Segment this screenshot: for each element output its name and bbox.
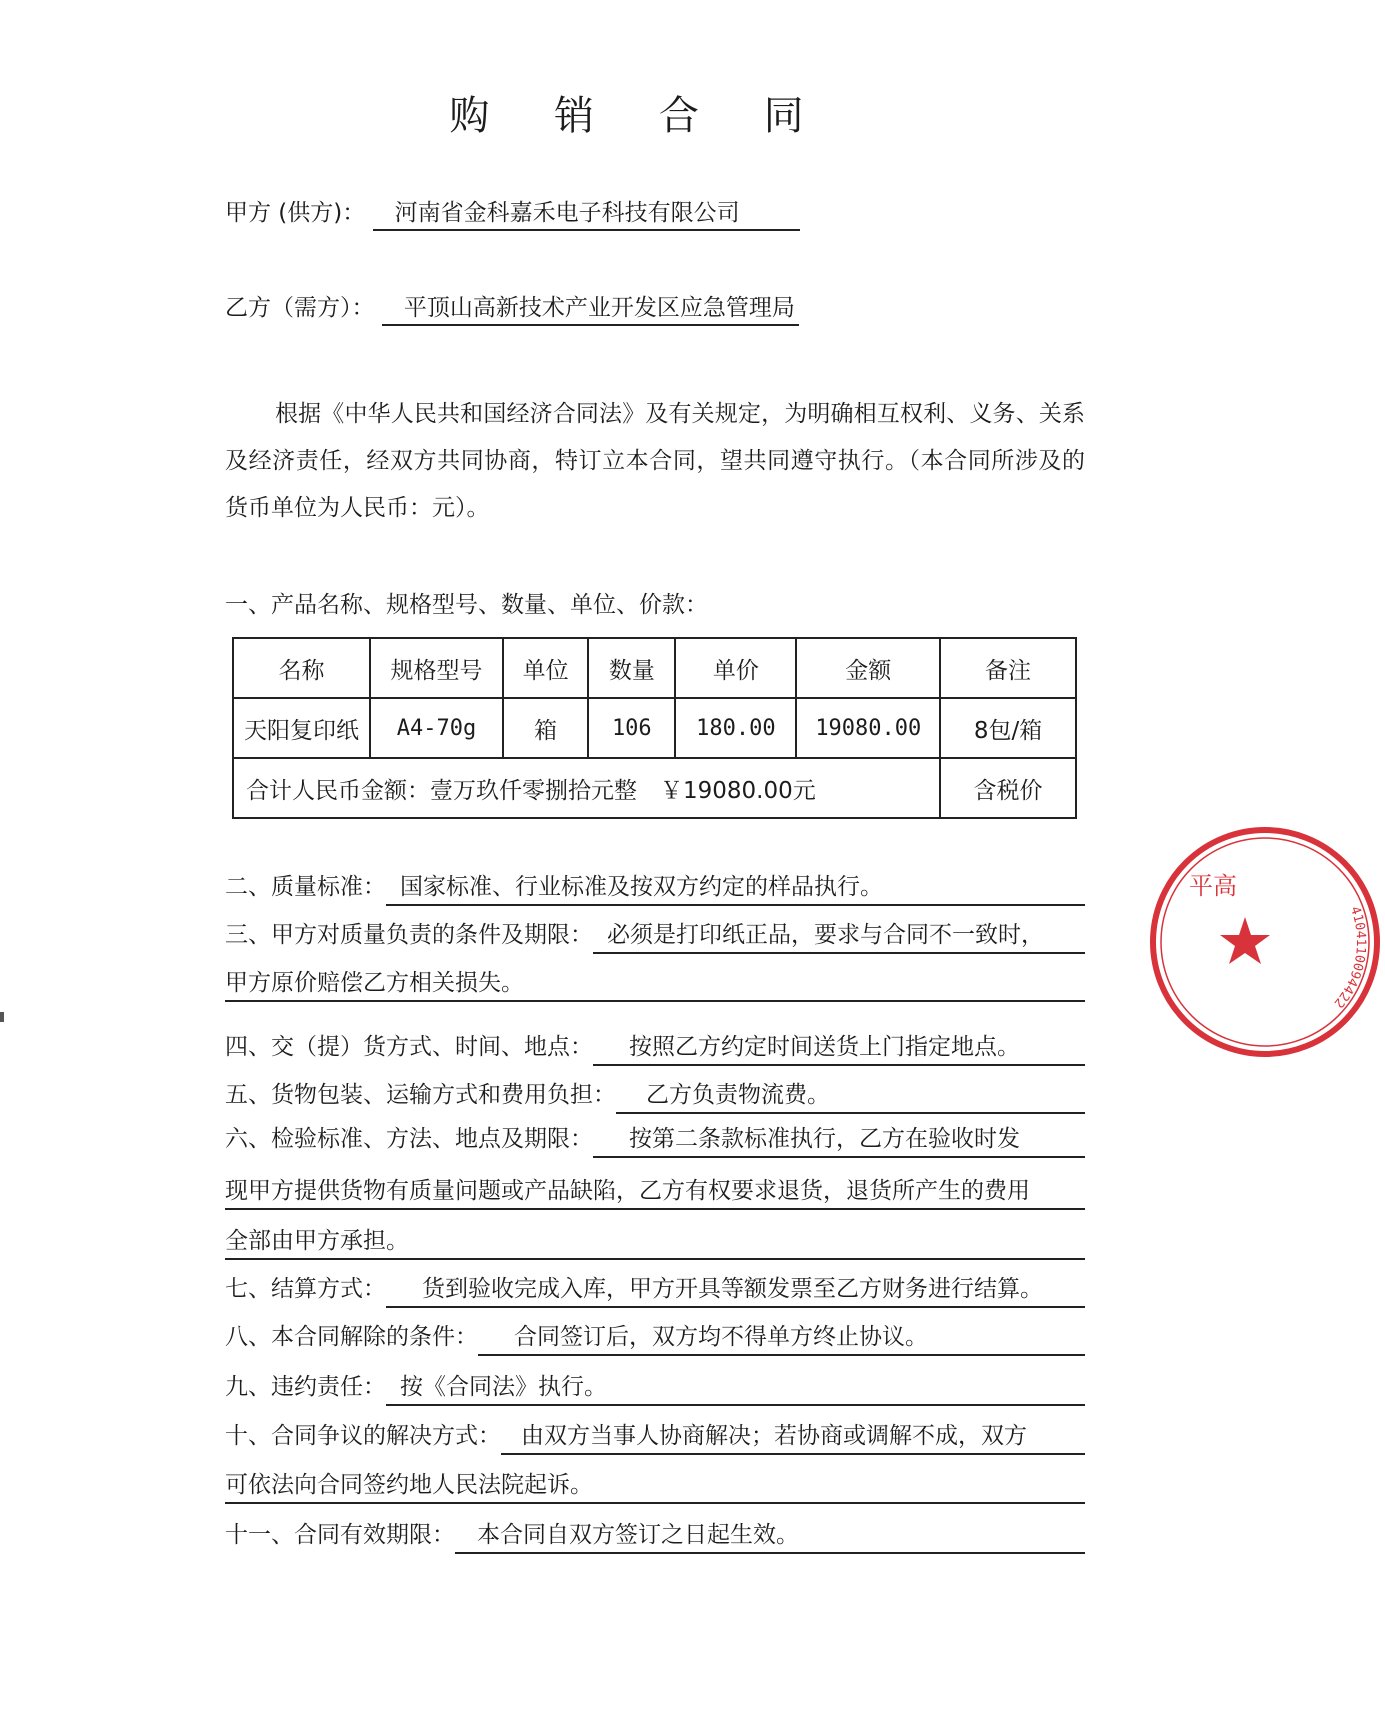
clause-11-value: 本合同自双方签订之日起生效。 [455, 1518, 1085, 1554]
clause-10-value-2: 可依法向合同签约地人民法院起诉。 [225, 1468, 1085, 1504]
clause-9 [225, 1370, 1085, 1406]
col-name-header: 名称 [233, 638, 370, 698]
company-seal [1145, 822, 1385, 1062]
clause-9-value: 按《合同法》执行。 [386, 1370, 1085, 1406]
col-spec-header: 规格型号 [370, 638, 503, 698]
cell-note: 8包/箱 [940, 698, 1076, 758]
clause-8 [225, 1320, 1085, 1356]
clause-7 [225, 1272, 1085, 1308]
clause-5 [225, 1078, 1085, 1114]
clause-3-line-2 [225, 966, 1085, 1002]
seal-star-icon [1220, 917, 1270, 964]
clause-5-label: 五、货物包装、运输方式和费用负担： [225, 1082, 616, 1108]
clause-4-value: 按照乙方约定时间送货上门指定地点。 [593, 1030, 1085, 1066]
clause-3-value-2: 甲方原价赔偿乙方相关损失。 [225, 966, 1085, 1002]
col-note-header: 备注 [940, 638, 1076, 698]
clause-10-value-1: 由双方当事人协商解决；若协商或调解不成，双方 [501, 1419, 1085, 1455]
clause-6-label: 六、检验标准、方法、地点及期限： [225, 1126, 593, 1152]
cell-amount: 19080.00 [796, 698, 940, 758]
party-b-label: 乙方（需方）： [225, 295, 375, 321]
product-table [232, 637, 1077, 819]
clause-2-value: 国家标准、行业标准及按双方约定的样品执行。 [386, 870, 1085, 906]
clause-3-value-1: 必须是打印纸正品，要求与合同不一致时， [593, 918, 1085, 954]
clause-7-value: 货到验收完成入库，甲方开具等额发票至乙方财务进行结算。 [386, 1272, 1085, 1308]
clause-4-label: 四、交（提）货方式、时间、地点： [225, 1034, 593, 1060]
party-b-line [225, 293, 799, 326]
clause-7-label: 七、结算方式： [225, 1276, 386, 1302]
page-title: 购 销 合 同 [449, 93, 830, 139]
clause-6-value-2: 现甲方提供货物有质量问题或产品缺陷，乙方有权要求退货，退货所产生的费用 [225, 1174, 1085, 1210]
intro-paragraph: 根据《中华人民共和国经济合同法》及有关规定，为明确相互权利、义务、关系及经济责任，经双方共同协商，特订立本合同，望共同遵守执行。（本合同所涉及的货币单位为人民币：元）。 [225, 401, 1085, 521]
clause-6-line-1 [225, 1122, 1085, 1158]
total-note: 含税价 [940, 758, 1076, 818]
seal-outer-ring [1153, 830, 1377, 1054]
table-total-row [233, 758, 1076, 818]
clause-9-label: 九、违约责任： [225, 1374, 386, 1400]
cell-qty: 106 [588, 698, 675, 758]
party-a-line [225, 198, 800, 231]
table-row [233, 698, 1076, 758]
table-header-row [233, 638, 1076, 698]
cell-name: 天阳复印纸 [233, 698, 370, 758]
clause-5-value: 乙方负责物流费。 [616, 1078, 1085, 1114]
cell-price: 180.00 [675, 698, 796, 758]
total-amount: 合计人民币金额：壹万玖仟零捌拾元整 ￥19080.00元 [233, 758, 940, 818]
clause-11-label: 十一、合同有效期限： [225, 1522, 455, 1548]
clause-8-value: 合同签订后，双方均不得单方终止协议。 [478, 1320, 1085, 1356]
party-a-label: 甲方 (供方)： [225, 200, 366, 226]
clause-11 [225, 1518, 1085, 1554]
col-amount-header: 金额 [796, 638, 940, 698]
clause-4 [225, 1030, 1085, 1066]
seal-number: 4104110094422 [1330, 904, 1369, 1011]
clause-10-line-1 [225, 1419, 1085, 1455]
clause-6-line-2 [225, 1174, 1085, 1210]
clause-3-line-1 [225, 918, 1085, 954]
cell-unit: 箱 [503, 698, 588, 758]
seal-inner-ring [1161, 838, 1369, 1046]
clause-8-label: 八、本合同解除的条件： [225, 1324, 478, 1350]
cell-spec: A4-70g [370, 698, 503, 758]
clause-2 [225, 870, 1085, 906]
clause-3-label: 三、甲方对质量负责的条件及期限： [225, 922, 593, 948]
party-a-value: 河南省金科嘉禾电子科技有限公司 [373, 199, 800, 231]
section-1-heading: 一、产品名称、规格型号、数量、单位、价款： [225, 592, 708, 618]
clause-6-line-3 [225, 1224, 1085, 1260]
clause-6-value-1: 按第二条款标准执行，乙方在验收时发 [593, 1122, 1085, 1158]
margin-mark [0, 1012, 4, 1022]
col-price-header: 单价 [675, 638, 796, 698]
clause-10-label: 十、合同争议的解决方式： [225, 1423, 501, 1449]
party-b-value: 平顶山高新技术产业开发区应急管理局 [382, 294, 799, 326]
col-qty-header: 数量 [588, 638, 675, 698]
clause-10-line-2 [225, 1468, 1085, 1504]
clause-2-label: 二、质量标准： [225, 874, 386, 900]
col-unit-header: 单位 [503, 638, 588, 698]
seal-partial-text: 平高 [1189, 872, 1237, 900]
clause-6-value-3: 全部由甲方承担。 [225, 1224, 1085, 1260]
